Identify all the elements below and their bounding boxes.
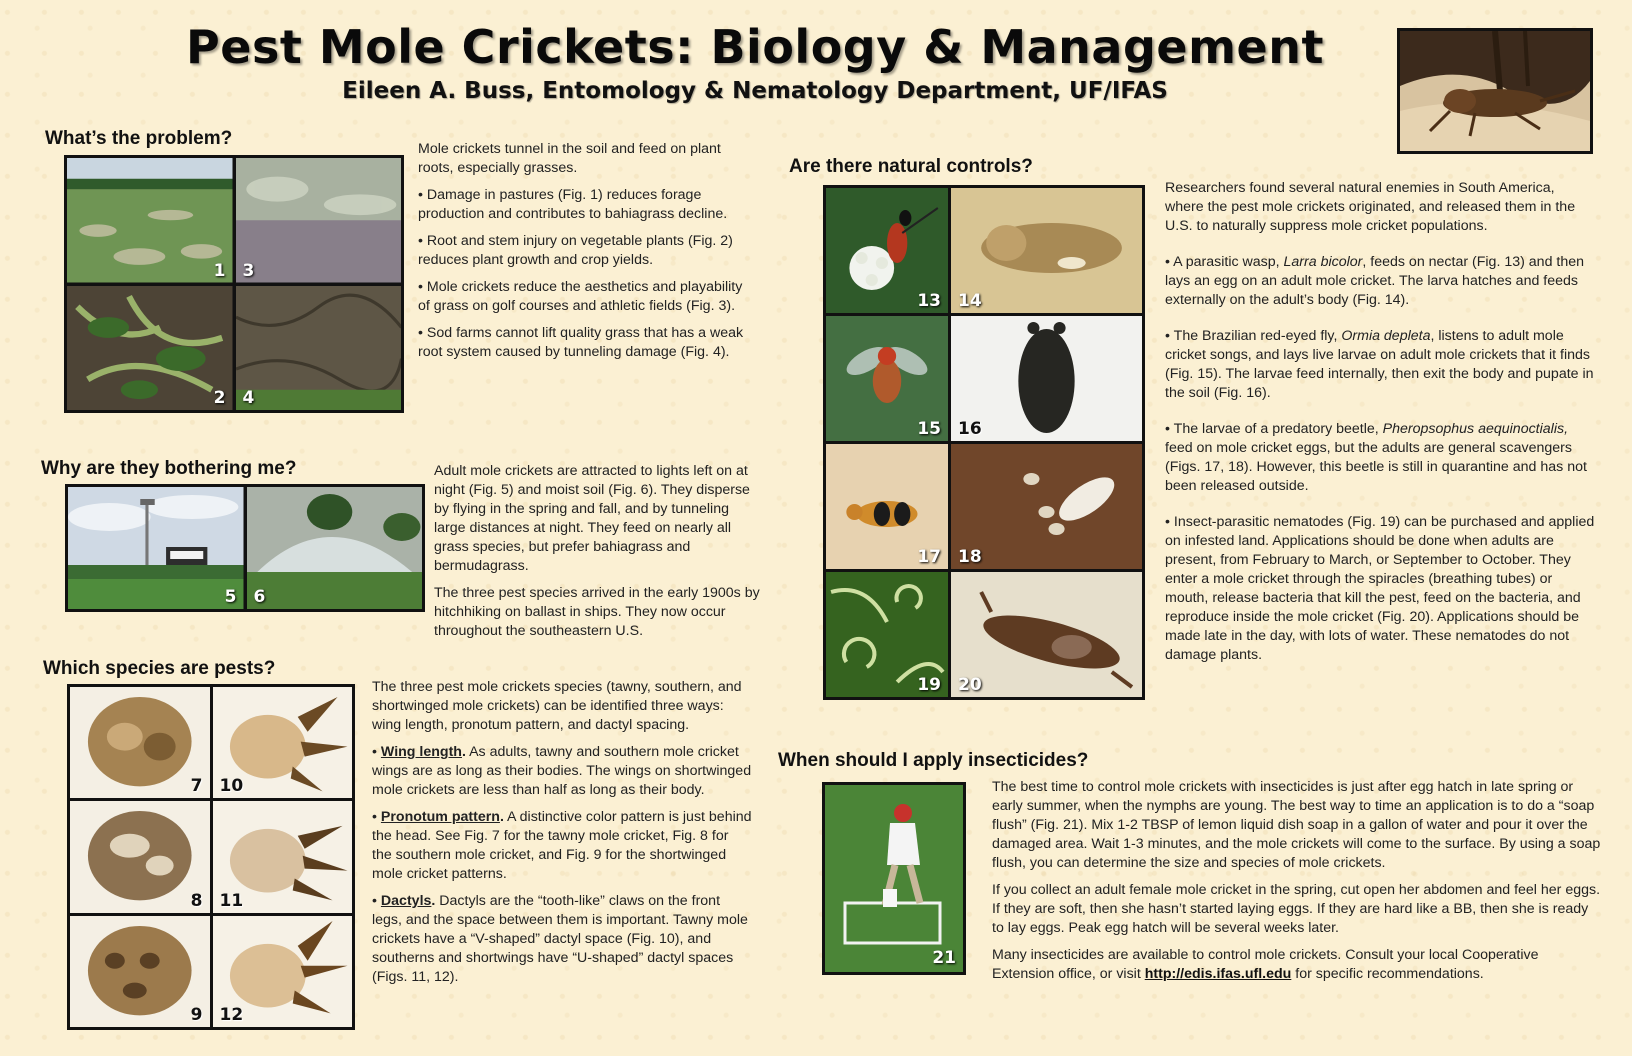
photo-pasture-damage [67,158,233,283]
pronotum-pattern-label: Pronotum pattern [380,809,500,825]
fig-number: 14 [958,291,982,311]
bothering-para-arrival: The three pest species arrived in the early 1900s by hitchhiking on ballast in ships. They now occur throughout the southeastern U.S. [434,585,760,639]
fig-number: 18 [958,547,982,567]
fig-number: 2 [213,388,226,408]
fig-number: 7 [190,776,203,797]
section-heading-bothering: Why are they bothering me? [41,458,297,479]
problem-bullet-golf: • Mole crickets reduce the aesthetics and playability of grass on golf courses and athletic fields (Fig. 3). [418,279,743,314]
fig-number: 4 [242,388,255,408]
natural-bullet-beetle: • The larvae of a predatory beetle, Pheropsophus aequinoctialis, feed on mole cricket eggs, but the adults are general scavengers (Figs. 17, 18). However, this beetle is still in quarantine and has not been released outside. [1165,421,1587,494]
photo-shortwinged-pronotum [70,916,210,1027]
fig-number: 12 [219,1005,244,1025]
fig-number: 21 [932,948,956,968]
problem-bullet-sod: • Sod farms cannot lift quality grass that has a weak root system caused by tunneling damage (Fig. 4). [418,325,744,360]
natural-bullet-wasp: • A parasitic wasp, Larra bicolor, feeds on nectar (Fig. 13) and then lays an egg on an adult mole cricket. The larva hatches and feeds externally on the adult’s body (Fig. 14). [1165,254,1585,308]
bothering-para-attraction: Adult mole crickets are attracted to lights left on at night (Fig. 5) and moist soil (Fig. 6). They disperse by flying in the spring and fall, and by tunneling large distances at night. They feed on nearly all grass species, but prefer bahiagrass and bermudagrass. [434,463,750,574]
photo-pheropsophus-beetle [826,444,948,569]
fig-number: 8 [190,890,203,911]
section-heading-natural-controls: Are there natural controls? [789,156,1033,177]
poster-authors: Eileen A. Buss, Entomology & Nematology Department, UF/IFAS [342,78,1168,104]
photo-beetle-larva-eggs [951,444,1142,569]
species-pronotum-pattern: • Pronotum pattern. A distinctive color pattern is just behind the head. See Fig. 7 for the tawny mole cricket, Fig. 8 for the southern mole cricket, and Fig. 9 for the shortwinged mole cricket patterns. [372,809,752,882]
fig-number: 19 [917,675,941,695]
fig-number: 16 [958,419,982,439]
problem-bullet-pastures: • Damage in pastures (Fig. 1) reduces forage production and contributes to bahiagrass decline. [418,187,728,222]
pronotum-pattern-text: A distinctive color pattern is just behind the head. See Fig. 7 for the tawny mole cricket, Fig. 8 for the southern mole cricket, and Fig. 9 for the shortwinged mole cricket patterns. [372,809,752,882]
insecticides-para-resources: Many insecticides are available to control mole crickets. Consult your local Cooperative Extension office, or visit http://edis.ifas.ufl.edu for specific recommendations. [992,947,1539,982]
photo-wasp-larva-on-cricket [951,188,1142,313]
section-heading-species: Which species are pests? [43,658,276,679]
natural-bullet-fly: • The Brazilian red-eyed fly, Ormia depleta, listens to adult mole cricket songs, and lays live larvae on adult mole crickets that it finds (Fig. 15). The larvae feed internally, then exit the body and pupate in the soil (Fig. 16). [1165,328,1594,401]
dactyls-label: Dactyls [380,893,432,909]
fig-number: 13 [917,291,941,311]
species-intro: The three pest mole crickets species (tawny, southern, and shortwinged mole crickets) can be identified three ways: wing length, pronotum pattern, and dactyl spacing. [372,679,742,733]
fig-number: 6 [253,587,266,607]
species-text [372,678,752,995]
photo-nematodes [826,572,948,697]
photo-infected-mole-cricket [951,572,1142,697]
fig-number: 5 [224,587,237,607]
wing-length-label: Wing length [380,744,462,760]
problem-intro: Mole crickets tunnel in the soil and feed on plant roots, especially grasses. [418,141,721,176]
fig-number: 20 [958,675,982,695]
natural-bullet-nematodes: • Insect-parasitic nematodes (Fig. 19) can be purchased and applied on infested land. Applications should be done when adults are present, from February to March, or September to October. They enter a mole cricket through the spiracles (breathing tubes) or mouth, release bacteria that kill the pest, feed on the bacteria, and reproduce inside the mole cricket (Fig. 20). Applications should be made late in the day, with lots of water. These nematodes do not damage plants. [1165,514,1595,663]
wasp-species-name: Larra bicolor [1283,254,1363,270]
natural-controls-photo-grid [823,185,1145,700]
fig-number: 17 [917,547,941,567]
dactyls-text: Dactyls are the “tooth-like” claws on the front legs, and the space between them is important. Tawny mole crickets have a “V-shaped” dactyl space (Fig. 10), and southerns and shortwings have “U-shaped” dactyl spaces (Figs. 11, 12). [372,893,748,985]
insecticides-para-timing: The best time to control mole crickets with insecticides is just after egg hatch in late spring or early summer, when the nymphs are young. The best way to time an application is to do a “soap flush” (Fig. 21). Mix 1-2 TBSP of lemon liquid dish soap in a gallon of water and pour it over the damaged area. Wait 1-3 minutes, and the mole crickets will come to the surface. By using a soap flush, you can determine the size and species of mole crickets. [992,779,1601,871]
fig-number: 10 [219,776,244,797]
fig-number: 9 [190,1005,203,1025]
fig-number: 1 [213,260,226,281]
problem-bullet-vegetables: • Root and stem injury on vegetable plants (Fig. 2) reduces plant growth and crop yields. [418,233,733,268]
photo-ormia-fly [826,316,948,441]
beetle-species-name: Pheropsophus aequinoctialis, [1382,421,1569,437]
photo-vegetable-injury [67,286,233,411]
fig-number: 15 [917,419,941,439]
natural-intro: Researchers found several natural enemies in South America, where the pest mole crickets originated, and released them in the U.S. to naturally suppress mole cricket populations. [1165,180,1576,234]
bothering-photo-grid [65,484,425,612]
fig-number: 3 [242,260,255,281]
photo-larra-wasp [826,188,948,313]
bothering-text [434,462,764,649]
insecticides-text [992,778,1602,992]
photo-southern-dactyls [213,801,353,912]
photo-fly-pupa [951,316,1142,441]
photo-stadium-lights [68,487,244,609]
photo-golf-turf-damage [236,158,402,283]
header-mole-cricket-photo [1397,28,1593,154]
photo-sod-tunneling-damage [236,286,402,411]
section-heading-problem: What’s the problem? [45,128,233,149]
photo-tawny-dactyls [213,687,353,798]
photo-shortwinged-dactyls [213,916,353,1027]
species-dactyls: • Dactyls. Dactyls are the “tooth-like” claws on the front legs, and the space between them is important. Tawny mole crickets have a “V-shaped” dactyl space (Fig. 10), and southerns and shortwings have “U-shaped” dactyl spaces (Figs. 11, 12). [372,893,748,985]
species-wing-length: • Wing length. As adults, tawny and southern mole cricket wings are as long as their bodies. The wings on shortwinged mole crickets are less than half as long as their body. [372,744,752,798]
photo-irrigation-sprinkler [247,487,423,609]
fly-species-name: Ormia depleta [1341,328,1431,344]
photo-soap-flush [822,782,966,975]
problem-photo-grid [64,155,404,413]
natural-controls-text [1165,179,1597,673]
poster-title: Pest Mole Crickets: Biology & Management [186,20,1324,74]
species-photo-grid [67,684,355,1030]
problem-text [418,140,748,370]
photo-tawny-pronotum [70,687,210,798]
fig-number: 11 [219,890,244,911]
section-heading-insecticides: When should I apply insecticides? [778,750,1089,771]
photo-southern-pronotum [70,801,210,912]
insecticides-para-eggs: If you collect an adult female mole cricket in the spring, cut open her abdomen and feel her eggs. If they are soft, then she hasn’t started laying eggs. If they are hard like a BB, then she is ready to lay eggs. Peak egg hatch will be several weeks later. [992,882,1601,936]
edis-link[interactable]: http://edis.ifas.ufl.edu [1144,966,1292,982]
wing-length-text: As adults, tawny and southern mole cricket wings are as long as their bodies. The wings on shortwinged mole crickets are less than half as long as their body. [372,744,752,798]
